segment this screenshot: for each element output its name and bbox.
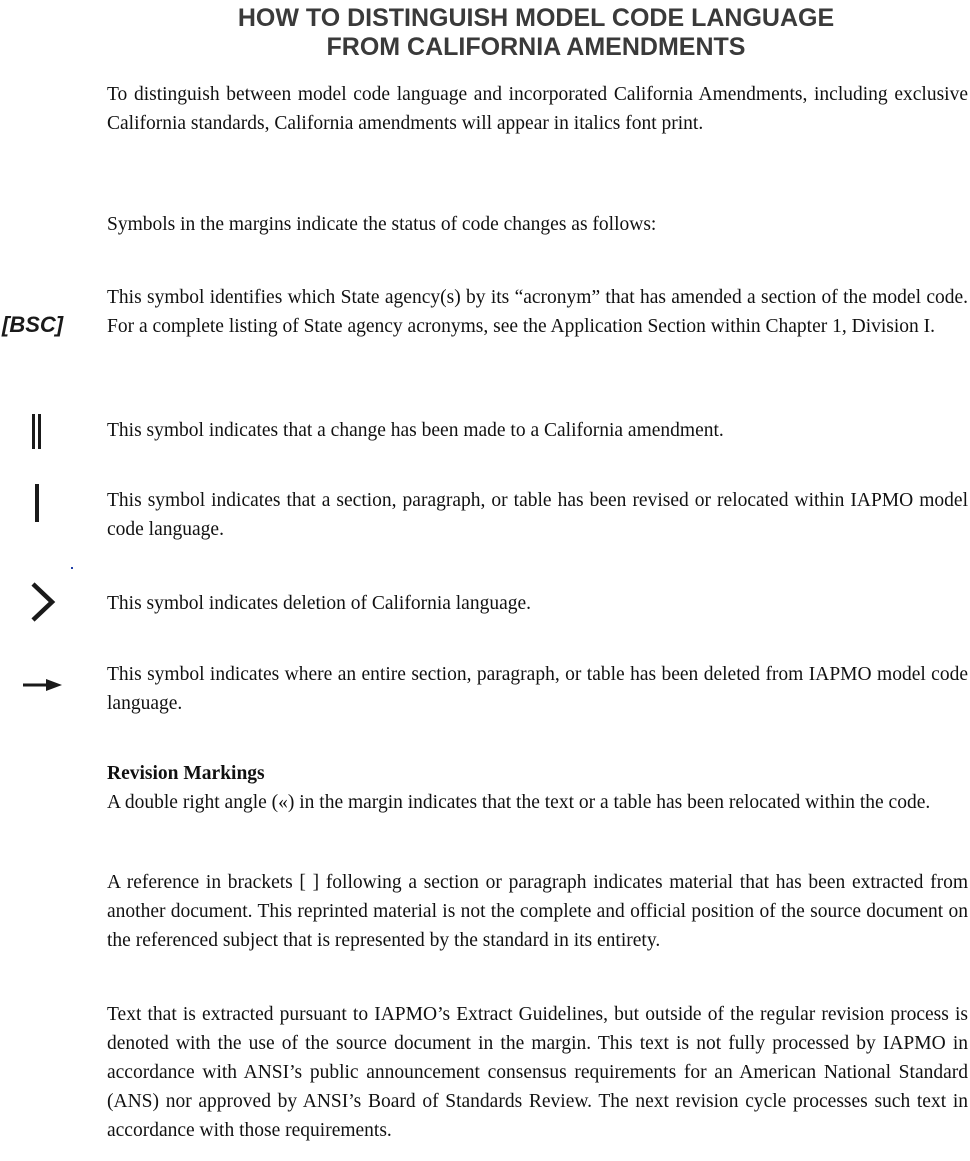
page-title (0, 4, 970, 62)
stray-dot (71, 567, 73, 569)
symbols-intro: Symbols in the margins indicate the status of code changes as follows: (107, 214, 657, 235)
bsc-acronym-icon: [BSC] (2, 312, 64, 337)
symbol-description-single-bar: This symbol indicates that a section, paragraph, or table has been revised or relocated within IAPMO model code language. (107, 490, 968, 540)
right-angle-icon (28, 581, 58, 623)
symbol-description-arrow: This symbol indicates where an entire section, paragraph, or table has been deleted from IAPMO model code language. (107, 664, 968, 714)
double-bar-icon (30, 414, 44, 450)
revision-markings-p1-text: A double right angle («) in the margin indicates that the text or a table has been relocated within the code. (107, 792, 931, 813)
symbol-description-double-bar: This symbol indicates that a change has been made to a California amendment. (107, 420, 724, 441)
revision-markings-paragraph-1 (107, 759, 968, 817)
revision-markings-paragraph-3: Text that is extracted pursuant to IAPMO’s Extract Guidelines, but outside of the regular revision process is denoted with the use of the source document in the margin. This text is not fully processed by IAPMO in accordance with ANSI’s public announcement consensus requirements for an American National Standard (ANS) nor approved by ANSI’s Board of Standards Review. The next revision cycle processes such text in accordance with those requirements. (107, 1004, 968, 1141)
symbol-description-acronym: This symbol identifies which State agency(s) by its “acronym” that has amended a section of the model code. For a complete listing of State agency acronyms, see the Application Section within Chapter 1, Division I. (107, 287, 968, 337)
single-bar-icon (33, 484, 41, 524)
intro-paragraph: To distinguish between model code language and incorporated California Amendments, including exclusive California standards, California amendments will appear in italics font print. (107, 84, 968, 134)
symbol-description-right-angle: This symbol indicates deletion of California language. (107, 593, 532, 614)
revision-markings-paragraph-2: A reference in brackets [ ] following a section or paragraph indicates material that has been extracted from another document. This reprinted material is not the complete and official position of the source document on the referenced subject that is represented by the standard in its entirety. (107, 872, 968, 951)
arrow-icon (22, 678, 64, 692)
page-title-line-2: FROM CALIFORNIA AMENDMENTS (326, 33, 746, 61)
revision-markings-heading: Revision Markings (107, 763, 265, 784)
page-title-line-1: HOW TO DISTINGUISH MODEL CODE LANGUAGE (237, 4, 835, 32)
